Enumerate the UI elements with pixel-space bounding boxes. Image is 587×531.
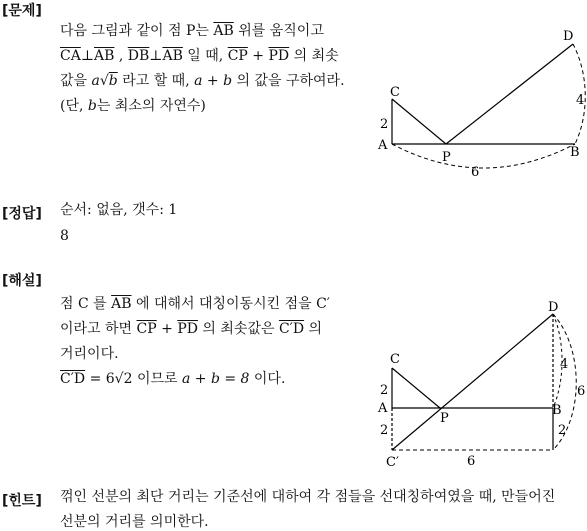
label-p: P — [440, 411, 449, 426]
label-b: B — [570, 145, 580, 160]
segment-cprime-d-line — [392, 314, 553, 450]
solution-tag: [해설] — [2, 273, 42, 289]
label-c-prime: C′ — [386, 455, 399, 470]
label-c: C — [390, 352, 400, 367]
solution-text: 이라고 하면 — [60, 321, 137, 337]
perp-symbol: ⊥ — [80, 48, 94, 64]
solution-text: 의 최솟값은 — [197, 321, 279, 337]
problem-text: 일 때, — [182, 48, 228, 64]
label-a: A — [378, 138, 388, 153]
length-bb: 2 — [558, 423, 567, 438]
answer-order: 순서: 없음, 갯수: 1 — [60, 202, 178, 218]
segment-ab: $\overline{AB}$ — [111, 296, 132, 312]
problem-text: 의 값을 구하여라. — [232, 73, 345, 89]
solution-text: 점 C 를 — [60, 296, 112, 312]
segment-cp: $\overline{CP}$ — [136, 321, 157, 337]
hint-tag: [힌트] — [2, 493, 42, 509]
label-c: C — [390, 85, 400, 100]
problem-tag: [문제] — [2, 3, 42, 19]
segment-cprime-d: C′D — [278, 321, 305, 337]
solution-text: 이다. — [249, 371, 286, 387]
label-a: A — [378, 401, 388, 416]
segment-db: $\overline{DB}$ — [127, 48, 150, 64]
problem-line-1 — [60, 24, 324, 38]
label-d: D — [563, 29, 574, 44]
solution-text: 에 대해서 대칭이동시킨 점을 C′ — [131, 296, 330, 312]
expr-a-plus-b: a + b = 8 — [181, 371, 250, 387]
hint-line-2: 선분의 거리를 의미한다. — [60, 514, 209, 530]
length-ac-prime: 2 — [380, 423, 389, 438]
hint-line-1: 꺾인 선분의 최단 거리는 기준선에 대하여 각 점들을 선대칭하여였을 때, 만들어진 — [60, 489, 556, 505]
solution-line-3: 거리이다. — [60, 346, 119, 362]
problem-text: 는 최소의 자연수) — [96, 98, 206, 114]
dashed-arc-ab — [392, 144, 575, 168]
problem-text: 다음 그림과 같이 점 P는 — [60, 23, 214, 39]
segment-cp-line — [392, 99, 446, 144]
length-ca: 2 — [380, 117, 389, 132]
perp-symbol: ⊥ — [149, 48, 163, 64]
answer-tag: [정답] — [2, 206, 42, 222]
length-arc: 6 — [577, 384, 586, 399]
problem-diagram — [370, 22, 587, 192]
problem-text: 값을 — [60, 73, 92, 89]
length-base: 6 — [467, 454, 476, 469]
label-d: D — [548, 300, 559, 315]
segment-ca: $\overline{CA}$ — [60, 48, 81, 64]
problem-text: 위를 움직이고 — [233, 23, 324, 39]
solution-line-4 — [60, 372, 285, 386]
label-b: B — [552, 403, 562, 418]
length-db: 4 — [576, 93, 585, 108]
length-ab: 6 — [471, 165, 480, 180]
var-b: b — [108, 73, 118, 89]
label-p: P — [442, 150, 451, 165]
segment-ab: $\overline{AB}$ — [94, 48, 115, 64]
length-db: 4 — [560, 357, 569, 372]
problem-line-3 — [60, 74, 345, 88]
problem-line-2 — [60, 49, 339, 63]
problem-text: 의 최솟 — [289, 48, 339, 64]
problem-text: (단, — [60, 98, 88, 114]
solution-line-2 — [60, 322, 322, 336]
segment-pd-line — [446, 44, 573, 144]
segment-ab: $\overline{AB}$ — [213, 23, 234, 39]
problem-text: , — [114, 48, 128, 64]
var-b: b — [87, 98, 97, 114]
segment-cp-line — [392, 368, 440, 408]
solution-text: = 6√2 이므로 — [85, 371, 182, 387]
segment-cprime-d: C′D — [60, 371, 86, 387]
segment-pd: $\overline{PD}$ — [268, 48, 290, 64]
problem-text: 라고 할 때, — [117, 73, 195, 89]
sqrt-symbol: √ — [99, 73, 109, 89]
length-ca: 2 — [380, 383, 389, 398]
plus-symbol: + — [247, 48, 269, 64]
expr-a-plus-b: a + b — [194, 73, 233, 89]
var-a: a — [91, 73, 100, 89]
segment-pd: $\overline{PD}$ — [177, 321, 198, 337]
problem-line-4 — [60, 99, 206, 113]
segment-ab: $\overline{AB}$ — [162, 48, 183, 64]
solution-line-1 — [60, 297, 330, 311]
solution-text: 의 — [304, 321, 323, 337]
segment-cp: $\overline{CP}$ — [227, 48, 248, 64]
plus-symbol: + — [156, 321, 178, 337]
solution-diagram — [370, 298, 587, 473]
answer-value: 8 — [60, 228, 69, 244]
